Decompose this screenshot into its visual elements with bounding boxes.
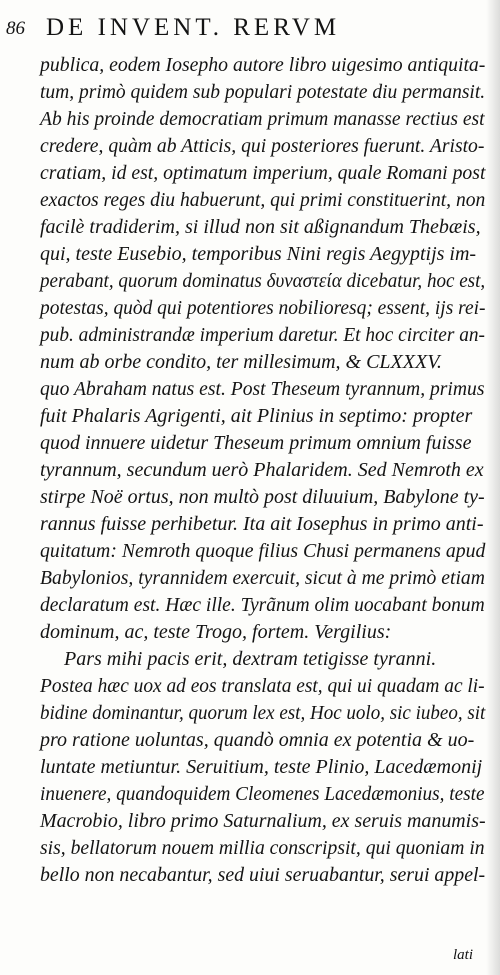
text-line: qui, teste Eusebio, temporibus Nini regis Aegyptijs im-	[40, 243, 477, 265]
text-line: pub. administrandæ imperium daretur. Et hoc circiter an-	[40, 324, 485, 346]
text-line: rannus fuisse perhibetur. Ita ait Iosephus in primo anti-	[40, 513, 484, 535]
text-line: num ab orbe condito, ter millesimum, & CLXXXV.	[40, 351, 442, 373]
text-line: credere, quàm ab Atticis, qui posteriores fuerunt. Aristo-	[40, 135, 485, 157]
text-line: pro ratione uoluntas, quandò omnia ex potentia & uo-	[40, 729, 475, 751]
text-line: Macrobio, libro primo Saturnalium, ex seruis manumis-	[40, 810, 486, 832]
text-line: exactos reges diu habuerunt, qui primi constituerint, non	[40, 189, 486, 211]
text-line: dominum, ac, teste Trogo, fortem. Vergilius:	[40, 621, 392, 643]
verse-quotation: Pars mihi pacis erit, dextram tetigisse tyranni.	[64, 648, 437, 670]
text-line: sis, bellatorum nouem millia conscripsit, qui quoniam in	[40, 837, 485, 859]
page-number: 86	[6, 18, 25, 39]
text-line: Postea hæc uox ad eos translata est, qui ui quadam ac li-	[40, 675, 485, 697]
text-line: declaratum est. Hæc ille. Tyrãnum olim uocabant bonum	[40, 594, 485, 616]
running-head: DE INVENT. RERVM	[46, 14, 341, 41]
text-line: quo Abraham natus est. Post Theseum tyrannum, primus	[40, 378, 485, 400]
text-line: tum, primò quidem sub populari potestate diu permansit.	[40, 81, 486, 103]
text-line: bello non necabantur, sed uiui seruabantur, serui appel-	[40, 864, 486, 886]
text-line: inuenere, quandoquidem Cleomenes Lacedæmonius, teste	[40, 783, 485, 805]
text-line: cratiam, id est, optimatum imperium, quale Romani post	[40, 162, 486, 184]
text-line: tyrannum, secundum uerò Phalaridem. Sed Nemroth ex	[40, 459, 484, 481]
text-line: facilè tradiderim, si illud non sit aßignandum Thebæis,	[40, 216, 481, 238]
text-line: fuit Phalaris Agrigenti, ait Plinius in septimo: propter	[40, 405, 473, 427]
text-line: publica, eodem Iosepho autore libro uigesimo antiquita-	[40, 54, 486, 76]
page-edge-shadow	[486, 0, 500, 975]
text-line: stirpe Noë ortus, non multò post diluuium, Babylone ty-	[40, 486, 485, 508]
text-line: perabant, quorum dominatus δυναστεία dicebatur, hoc est,	[40, 270, 486, 292]
text-line: potestas, quòd qui potentiores nobilioresq; essent, ijs rei-	[40, 297, 486, 319]
text-line: quod innuere uidetur Theseum primum omnium fuisse	[40, 432, 472, 454]
text-line: quitatum: Nemroth quoque filius Chusi permanens apud	[40, 540, 486, 562]
catchword: lati	[453, 947, 474, 963]
text-line: Ab his proinde democratiam primum manasse rectius est	[40, 108, 485, 130]
text-line: Babylonios, tyrannidem exercuit, sicut à me primò etiam	[40, 567, 485, 589]
text-line: luntate metiuntur. Seruitium, teste Plinio, Lacedæmonij	[40, 756, 483, 778]
text-line: bidine dominantur, quorum lex est, Hoc uolo, sic iubeo, sit	[40, 702, 486, 724]
